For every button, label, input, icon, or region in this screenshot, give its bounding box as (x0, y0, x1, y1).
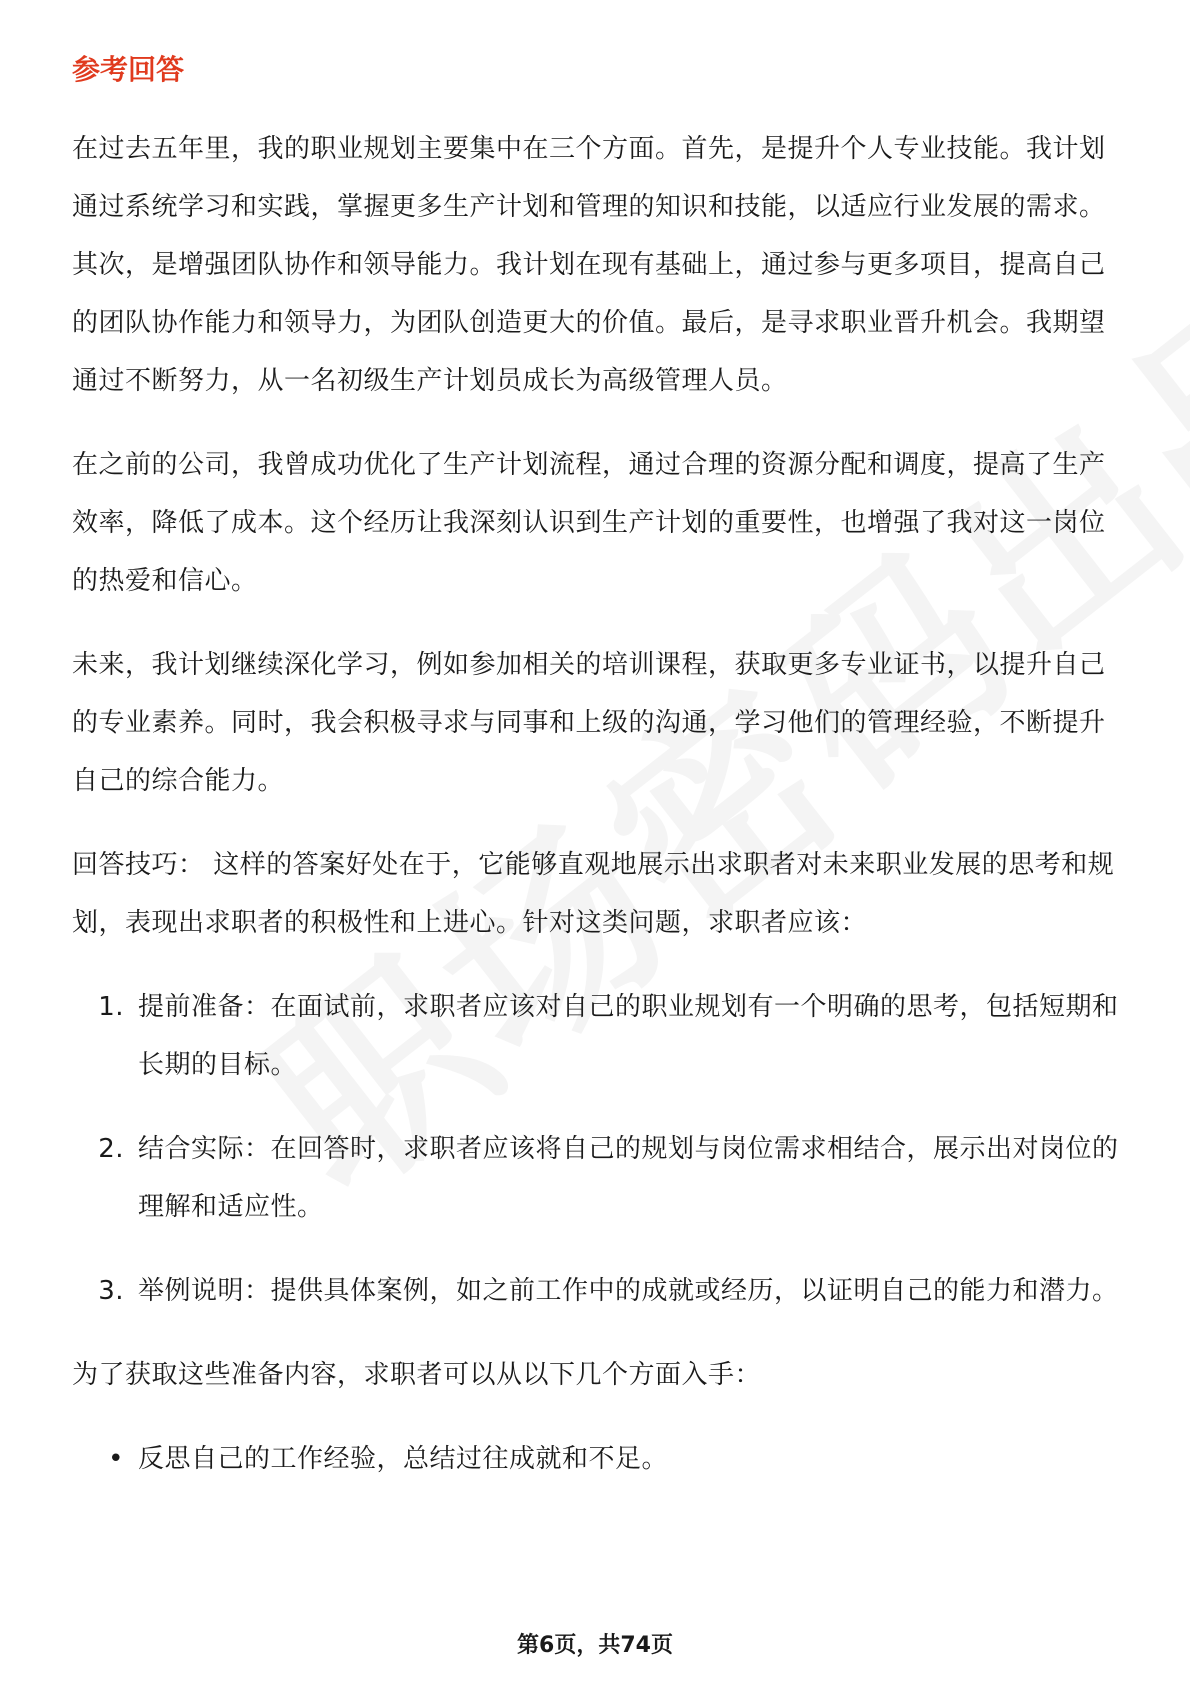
list-number: 2. (98, 1134, 124, 1164)
paragraph-closing: 为了获取这些准备内容，求职者可以从以下几个方面入手： (72, 1360, 762, 1390)
bullet-text: 反思自己的工作经验，总结过往成就和不足。 (138, 1444, 669, 1474)
page-content (72, 44, 1122, 1488)
list-text: 举例说明：提供具体案例，如之前工作中的成就或经历，以证明自己的能力和潜力。 (138, 1276, 1119, 1306)
list-text: 提前准备：在面试前，求职者应该对自己的职业规划有一个明确的思考，包括短期和长期的目标。 (138, 992, 1119, 1080)
paragraph-career-plan: 在过去五年里，我的职业规划主要集中在三个方面。首先，是提升个人专业技能。我计划通过系统学习和实践，掌握更多生产计划和管理的知识和技能，以适应行业发展的需求。其次，是增强团队协作和领导能力。我计划在现有基础上，通过参与更多项目，提高自己的团队协作能力和领导力，为团队创造更大的价值。最后，是寻求职业晋升机会。我期望通过不断努力，从一名初级生产计划员成长为高级管理人员。 (72, 134, 1106, 396)
bullet-item (72, 1430, 1122, 1488)
tips-list (72, 978, 1122, 1320)
paragraph-answer-tips: 回答技巧： 这样的答案好处在于，它能够直观地展示出求职者对未来职业发展的思考和规划，表现出求职者的积极性和上进心。针对这类问题，求职者应该： (72, 850, 1115, 938)
list-item (72, 978, 1122, 1094)
bullet-list (72, 1430, 1122, 1488)
bullet-mark: • (108, 1444, 124, 1474)
paragraph-past-experience: 在之前的公司，我曾成功优化了生产计划流程，通过合理的资源分配和调度，提高了生产效率，降低了成本。这个经历让我深刻认识到生产计划的重要性，也增强了我对这一岗位的热爱和信心。 (72, 450, 1106, 596)
section-title: 参考回答 (72, 53, 185, 86)
list-item (72, 1120, 1122, 1236)
list-number: 1. (98, 992, 124, 1022)
page-number: 第6页，共74页 (517, 1633, 673, 1658)
paragraph-future-plan: 未来，我计划继续深化学习，例如参加相关的培训课程，获取更多专业证书，以提升自己的专业素养。同时，我会积极寻求与同事和上级的沟通，学习他们的管理经验，不断提升自己的综合能力。 (72, 650, 1106, 796)
list-item (72, 1262, 1122, 1320)
list-number: 3. (98, 1276, 124, 1306)
list-text: 结合实际：在回答时，求职者应该将自己的规划与岗位需求相结合，展示出对岗位的理解和适应性。 (138, 1134, 1119, 1222)
